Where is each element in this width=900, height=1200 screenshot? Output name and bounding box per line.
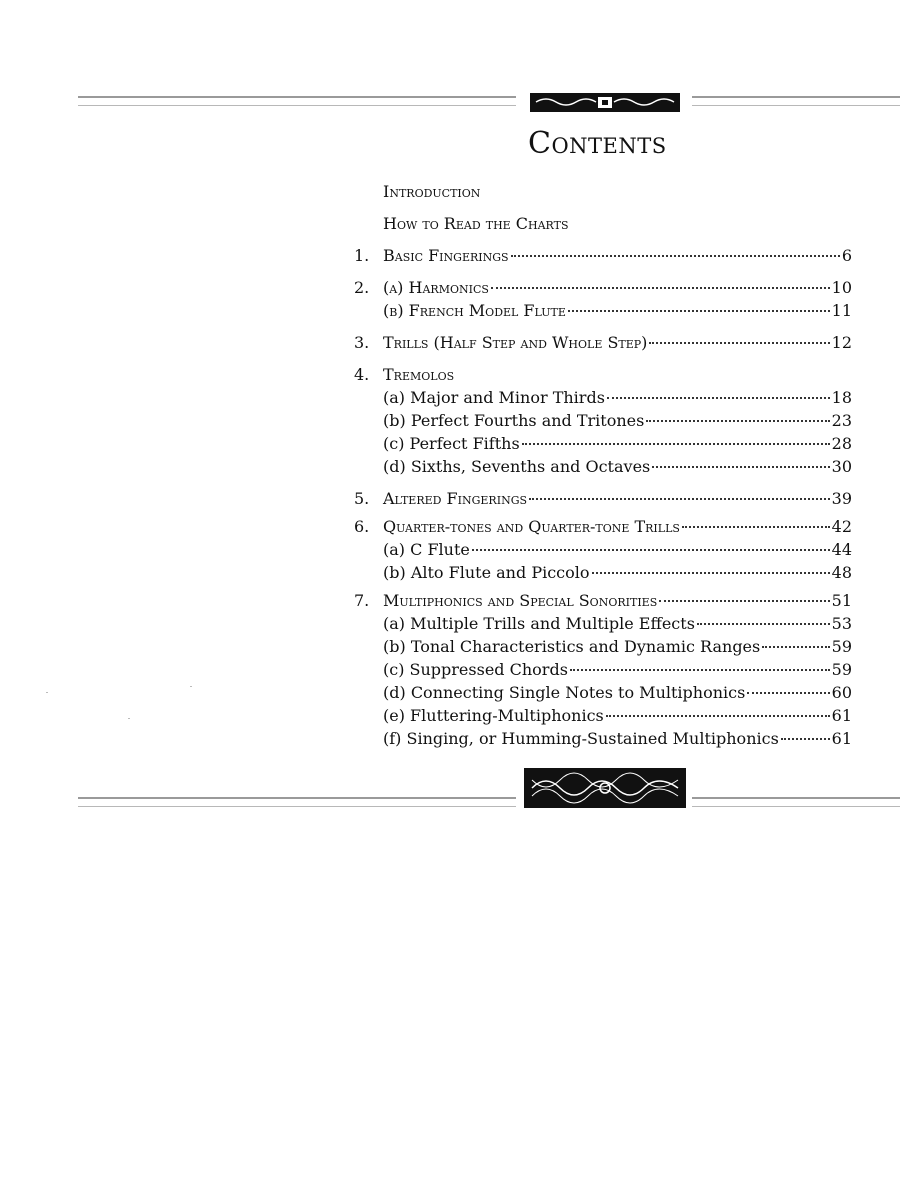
toc-label: (d) Sixths, Sevenths and Octaves	[383, 457, 651, 476]
page-number: 44	[831, 540, 852, 559]
toc-subentry-french-model-flute[interactable]	[354, 299, 852, 322]
dot-leader	[491, 286, 830, 289]
dot-leader	[511, 254, 840, 257]
section-number: 1.	[354, 246, 370, 265]
toc-subentry-sixths-sevenths[interactable]	[354, 455, 852, 478]
toc-subentry-suppressed-chords[interactable]	[354, 658, 852, 681]
toc-label: Quarter-tones and Quarter-tone Trills	[383, 517, 680, 536]
dot-leader	[747, 691, 829, 694]
toc-entry-trills[interactable]	[354, 331, 852, 354]
toc-label: Altered Fingerings	[383, 489, 528, 508]
toc-label: (f) Singing, or Humming-Sustained Multiphonics	[383, 729, 779, 748]
toc-label: Tremolos	[383, 365, 455, 384]
toc-label: Multiphonics and Special Sonorities	[383, 591, 658, 610]
toc-label: (b) Perfect Fourths and Tritones	[383, 411, 645, 430]
section-number: 7.	[354, 591, 370, 610]
dot-leader	[682, 525, 830, 528]
dot-leader	[606, 714, 830, 717]
toc-label: (b) Tonal Characteristics and Dynamic Ranges	[383, 637, 761, 656]
dot-leader	[568, 309, 830, 312]
page-number: 48	[831, 563, 852, 582]
section-number: 4.	[354, 365, 370, 384]
table-of-contents	[354, 180, 852, 750]
page-number: 10	[831, 278, 852, 297]
toc-label: (b) French Model Flute	[383, 301, 566, 320]
dot-leader	[652, 465, 829, 468]
toc-label: Trills (Half Step and Whole Step)	[383, 333, 648, 352]
toc-entry-basic-fingerings[interactable]	[354, 244, 852, 267]
page-number: 53	[831, 614, 852, 633]
dot-leader	[762, 645, 829, 648]
bottom-rule-left	[78, 797, 516, 807]
toc-subentry-major-minor-thirds[interactable]	[354, 386, 852, 409]
toc-label: (a) C Flute	[383, 540, 470, 559]
toc-label: (b) Alto Flute and Piccolo	[383, 563, 590, 582]
toc-label: (d) Connecting Single Notes to Multiphonics	[383, 683, 746, 702]
section-number: 3.	[354, 333, 370, 352]
page-number: 59	[831, 637, 852, 656]
toc-subentry-c-flute[interactable]	[354, 538, 852, 561]
scan-speck	[190, 686, 192, 687]
toc-label: Basic Fingerings	[383, 246, 509, 265]
toc-label: (e) Fluttering-Multiphonics	[383, 706, 604, 725]
page-number: 59	[831, 660, 852, 679]
dot-leader	[697, 622, 830, 625]
page-number: 6	[841, 246, 852, 265]
dot-leader	[529, 497, 830, 500]
page-number: 12	[831, 333, 852, 352]
toc-subentry-perfect-fourths[interactable]	[354, 409, 852, 432]
dot-leader	[570, 668, 830, 671]
dot-leader	[522, 442, 830, 445]
scan-speck	[46, 692, 48, 693]
dot-leader	[472, 548, 830, 551]
toc-subentry-singing-humming[interactable]	[354, 727, 852, 750]
toc-label: (c) Perfect Fifths	[383, 434, 520, 453]
page-number: 18	[831, 388, 852, 407]
toc-entry-multiphonics[interactable]	[354, 589, 852, 612]
top-ornament-icon	[530, 93, 680, 112]
toc-label: (c) Suppressed Chords	[383, 660, 568, 679]
toc-label: Introduction	[383, 182, 481, 201]
toc-subentry-tonal-characteristics[interactable]	[354, 635, 852, 658]
toc-entry-introduction[interactable]	[354, 180, 852, 203]
page-number: 39	[831, 489, 852, 508]
top-rule-left	[78, 96, 516, 106]
scan-speck	[128, 718, 130, 719]
bottom-rule-right	[692, 797, 900, 807]
page-number: 51	[831, 591, 852, 610]
toc-entry-quarter-tones[interactable]	[354, 515, 852, 538]
dot-leader	[646, 419, 829, 422]
section-number: 2.	[354, 278, 370, 297]
page-number: 61	[831, 729, 852, 748]
page-number: 23	[831, 411, 852, 430]
dot-leader	[649, 341, 829, 344]
toc-subentry-alto-flute[interactable]	[354, 561, 852, 584]
dot-leader	[781, 737, 830, 740]
toc-entry-harmonics[interactable]	[354, 276, 852, 299]
toc-entry-tremolos[interactable]	[354, 363, 852, 386]
toc-label: (a) Harmonics	[383, 278, 489, 297]
page-number: 28	[831, 434, 852, 453]
section-number: 5.	[354, 489, 370, 508]
toc-label: (a) Multiple Trills and Multiple Effects	[383, 614, 695, 633]
page-number: 42	[831, 517, 852, 536]
dot-leader	[659, 599, 829, 602]
dot-leader	[607, 396, 830, 399]
section-number: 6.	[354, 517, 370, 536]
page-number: 60	[831, 683, 852, 702]
page-title: Contents	[528, 126, 667, 161]
toc-label: (a) Major and Minor Thirds	[383, 388, 605, 407]
page-number: 30	[831, 457, 852, 476]
toc-subentry-multiple-trills[interactable]	[354, 612, 852, 635]
dot-leader	[592, 571, 830, 574]
top-rule-right	[692, 96, 900, 106]
toc-subentry-fluttering-multiphonics[interactable]	[354, 704, 852, 727]
toc-subentry-perfect-fifths[interactable]	[354, 432, 852, 455]
toc-entry-altered-fingerings[interactable]	[354, 487, 852, 510]
bottom-ornament-icon	[524, 768, 686, 808]
toc-subentry-connecting-single-notes[interactable]	[354, 681, 852, 704]
toc-entry-how-to-read[interactable]	[354, 212, 852, 235]
toc-label: How to Read the Charts	[383, 214, 569, 233]
page-number: 61	[831, 706, 852, 725]
page-number: 11	[831, 301, 852, 320]
